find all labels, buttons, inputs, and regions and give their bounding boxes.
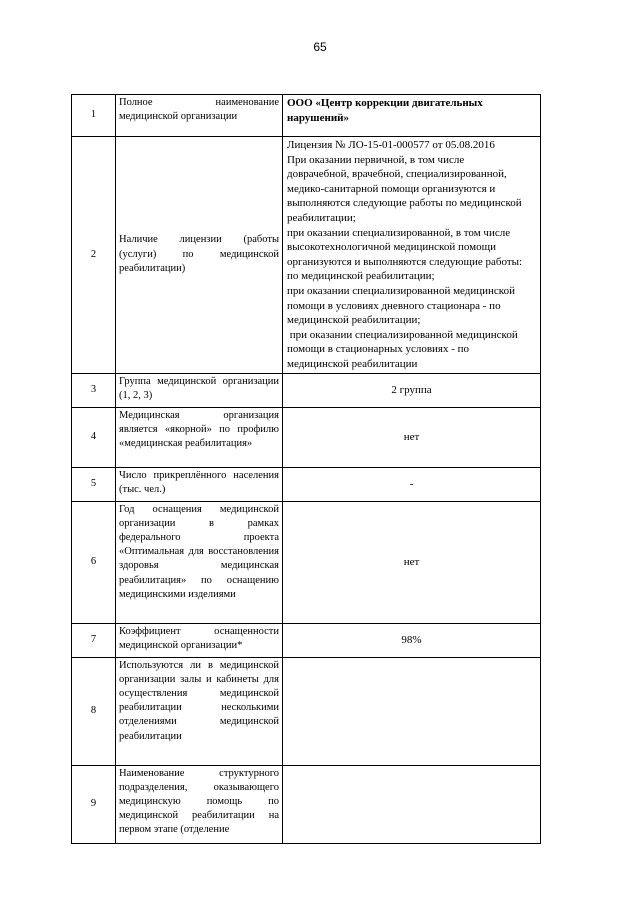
value-line: ООО «Центр коррекции двигательных xyxy=(287,97,483,109)
value-line: нарушений» xyxy=(287,111,349,124)
row-number: 6 xyxy=(72,501,116,623)
table-row xyxy=(72,765,541,843)
value-line: медико-санитарной помощи организуются и xyxy=(287,182,496,195)
table-row xyxy=(72,407,541,467)
value-line: медицинской реабилитации; xyxy=(287,314,421,327)
row-label: Медицинская организация является «якорной» по профилю «медицинская реабилитация» xyxy=(116,407,283,467)
row-number: 1 xyxy=(72,95,116,137)
row-label: Полное наименование медицинской организации xyxy=(116,95,283,137)
value-line: реабилитации; xyxy=(287,211,356,224)
row-label: Число прикреплённого населения (тыс. чел.) xyxy=(116,467,283,501)
value-line: При оказании первичной, в том числе xyxy=(287,153,465,166)
row-value xyxy=(283,95,541,137)
value-line: организуются и выполняются следующие работы: xyxy=(287,255,523,268)
value-line: медицинской реабилитации xyxy=(287,357,418,370)
row-label: Год оснащения медицинской организации в рамках федерального проекта «Оптимальная для восстановления здоровья медицинская реабилитация» по оснащению медицинскими изделиями xyxy=(116,501,283,623)
row-value xyxy=(283,137,541,374)
value-line: по медицинской реабилитации; xyxy=(287,270,435,283)
row-number: 9 xyxy=(72,765,116,843)
value-line: при оказании специализированной медицинской xyxy=(287,328,518,341)
organization-info-table xyxy=(71,94,541,844)
value-line: Лицензия № ЛО-15-01-000577 от 05.08.2016 xyxy=(287,139,495,151)
value-line: выполняются следующие работы по медицинской xyxy=(287,197,522,210)
value-line: помощи в стационарных условиях - по xyxy=(287,343,470,356)
value-line: при оказании специализированной медицинской xyxy=(287,284,515,297)
row-value xyxy=(283,657,541,765)
row-value: нет xyxy=(283,407,541,467)
row-number: 3 xyxy=(72,373,116,407)
value-line: высокотехнологичной медицинской помощи xyxy=(287,241,496,254)
row-label: Коэффициент оснащенности медицинской организации* xyxy=(116,623,283,657)
row-value: 2 группа xyxy=(283,373,541,407)
row-value xyxy=(283,765,541,843)
row-label: Наличие лицензии (работы (услуги) по медицинской реабилитации) xyxy=(116,137,283,374)
row-label: Наименование структурного подразделения, оказывающего медицинскую помощь по медицинской реабилитации на первом этапе (отделение xyxy=(116,765,283,843)
value-line: помощи в условиях дневного стационара - по xyxy=(287,299,501,312)
row-number: 5 xyxy=(72,467,116,501)
table-row xyxy=(72,657,541,765)
row-value: - xyxy=(283,467,541,501)
row-value: нет xyxy=(283,501,541,623)
row-number: 2 xyxy=(72,137,116,374)
value-line: при оказании специализированной, в том числе xyxy=(287,226,511,239)
table-row xyxy=(72,623,541,657)
row-number: 7 xyxy=(72,623,116,657)
row-number: 4 xyxy=(72,407,116,467)
row-label: Используются ли в медицинской организации залы и кабинеты для осуществления медицинской реабилитации несколькими отделениями медицинской реабилитации xyxy=(116,657,283,765)
table-row xyxy=(72,501,541,623)
row-number: 8 xyxy=(72,657,116,765)
table-row xyxy=(72,137,541,374)
row-value: 98% xyxy=(283,623,541,657)
row-label: Группа медицинской организации (1, 2, 3) xyxy=(116,373,283,407)
value-line: доврачебной, врачебной, специализированной, xyxy=(287,168,507,181)
table-row xyxy=(72,95,541,137)
table-row xyxy=(72,467,541,501)
table-row xyxy=(72,373,541,407)
page-number: 65 xyxy=(313,40,327,54)
